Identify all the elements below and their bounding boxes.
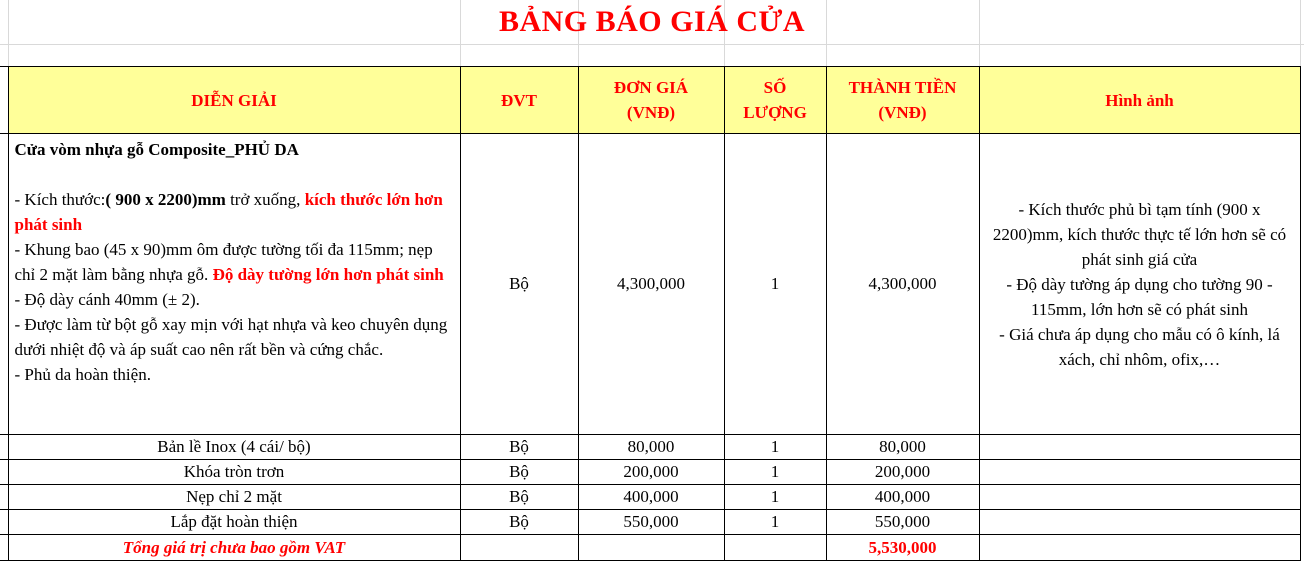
item-name[interactable]: Khóa tròn trơn <box>8 460 460 485</box>
header-total[interactable] <box>826 67 979 134</box>
header-quantity-line2: LƯỢNG <box>743 103 807 122</box>
item-quantity[interactable]: 1 <box>724 435 826 460</box>
quote-table <box>0 66 1301 561</box>
row-gutter <box>0 460 8 485</box>
item-image[interactable] <box>979 460 1300 485</box>
quote-title: BẢNG BÁO GIÁ CỬA <box>498 5 806 38</box>
note-size: - Kích thước phủ bì tạm tính (900 x 2200)mm, kích thước thực tế lớn hơn sẽ có phát sinh giá cửa <box>992 199 1287 269</box>
row-gutter <box>0 535 8 561</box>
row-gutter <box>0 510 8 535</box>
row-gutter <box>0 134 8 435</box>
total-empty-price[interactable] <box>578 535 724 561</box>
item-name[interactable]: Nẹp chỉ 2 mặt <box>8 485 460 510</box>
item-unit[interactable]: Bộ <box>460 485 578 510</box>
table-row <box>0 435 1300 460</box>
item-unit-price[interactable]: 550,000 <box>578 510 724 535</box>
total-label[interactable]: Tổng giá trị chưa bao gồm VAT <box>8 535 460 561</box>
main-item-frame: - Khung bao (45 x 90)mm ôm được tường tối đa 115mm; nẹp chỉ 2 mặt làm bằng nhựa gỗ. Độ dày tường lớn hơn phát sinh <box>14 240 444 284</box>
note-exclusions: - Giá chưa áp dụng cho mẫu có ô kính, lá xách, chỉ nhôm, ofix,… <box>999 324 1280 369</box>
item-unit[interactable]: Bộ <box>460 460 578 485</box>
header-total-line2: (VNĐ) <box>878 103 927 122</box>
header-total-line1: THÀNH TIỀN <box>848 78 957 97</box>
header-unit-price[interactable] <box>578 67 724 134</box>
main-item-description[interactable] <box>8 134 460 435</box>
header-unit[interactable]: ĐVT <box>460 67 578 134</box>
main-item-finish: - Phủ da hoàn thiện. <box>14 365 151 384</box>
total-empty-quantity[interactable] <box>724 535 826 561</box>
note-wall: - Độ dày tường áp dụng cho tường 90 - 115mm, lớn hơn sẽ có phát sinh <box>1006 274 1273 319</box>
header-quantity[interactable] <box>724 67 826 134</box>
item-unit-price[interactable]: 80,000 <box>578 435 724 460</box>
item-name[interactable]: Lắp đặt hoàn thiện <box>8 510 460 535</box>
table-row <box>0 510 1300 535</box>
row-gutter <box>0 435 8 460</box>
item-quantity[interactable]: 1 <box>724 460 826 485</box>
item-total[interactable]: 200,000 <box>826 460 979 485</box>
header-image[interactable]: Hình ảnh <box>979 67 1300 134</box>
main-item-notes[interactable] <box>979 134 1300 435</box>
main-item-row <box>0 134 1300 435</box>
main-item-unit-price[interactable]: 4,300,000 <box>578 134 724 435</box>
item-total[interactable]: 400,000 <box>826 485 979 510</box>
row-gutter <box>0 485 8 510</box>
table-row <box>0 460 1300 485</box>
item-unit[interactable]: Bộ <box>460 510 578 535</box>
main-item-unit[interactable]: Bộ <box>460 134 578 435</box>
item-unit-price[interactable]: 200,000 <box>578 460 724 485</box>
item-name[interactable]: Bản lề Inox (4 cái/ bộ) <box>8 435 460 460</box>
main-item-quantity[interactable]: 1 <box>724 134 826 435</box>
item-quantity[interactable]: 1 <box>724 510 826 535</box>
item-image[interactable] <box>979 510 1300 535</box>
row-gutter <box>0 67 8 134</box>
total-empty-unit[interactable] <box>460 535 578 561</box>
item-image[interactable] <box>979 435 1300 460</box>
item-unit-price[interactable]: 400,000 <box>578 485 724 510</box>
main-item-leaf-thickness: - Độ dày cánh 40mm (± 2). <box>14 290 200 309</box>
main-item-size: - Kích thước:( 900 x 2200)mm trở xuống, kích thước lớn hơn phát sinh <box>14 190 443 234</box>
item-quantity[interactable]: 1 <box>724 485 826 510</box>
item-unit[interactable]: Bộ <box>460 435 578 460</box>
main-item-material: - Được làm từ bột gỗ xay mịn với hạt nhựa và keo chuyên dụng dưới nhiệt độ và áp suất cao nên rất bền và cứng chắc. <box>14 315 448 359</box>
total-empty-image[interactable] <box>979 535 1300 561</box>
item-total[interactable]: 550,000 <box>826 510 979 535</box>
header-unit-price-line1: ĐƠN GIÁ <box>613 78 689 97</box>
header-unit-price-line2: (VNĐ) <box>626 103 676 122</box>
header-quantity-line1: SỐ <box>763 78 787 97</box>
total-row <box>0 535 1300 561</box>
header-description[interactable]: DIỄN GIẢI <box>8 67 460 134</box>
main-item-title: Cửa vòm nhựa gỗ Composite_PHỦ DA <box>14 140 299 159</box>
item-image[interactable] <box>979 485 1300 510</box>
main-item-total[interactable]: 4,300,000 <box>826 134 979 435</box>
table-row <box>0 485 1300 510</box>
item-total[interactable]: 80,000 <box>826 435 979 460</box>
total-value[interactable]: 5,530,000 <box>826 535 979 561</box>
header-row <box>0 67 1300 134</box>
